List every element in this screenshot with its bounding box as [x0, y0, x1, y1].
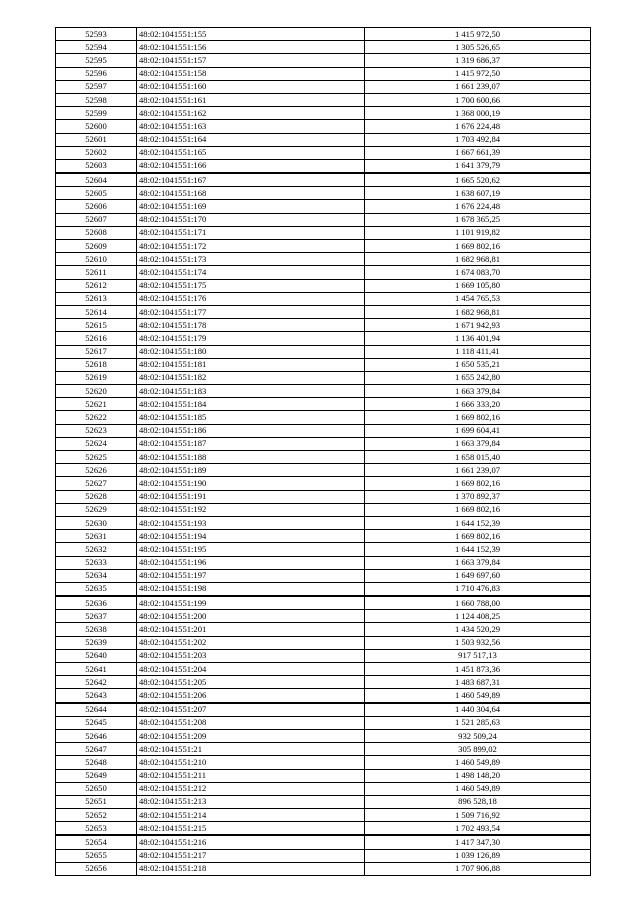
- table-row: [56, 398, 591, 411]
- row-number-cell: 52601: [56, 133, 137, 146]
- cadastral-value-cell: 1 669 802,16: [365, 503, 591, 516]
- cadastral-value-cell: 1 641 379,79: [365, 159, 591, 173]
- row-number-cell: 52624: [56, 437, 137, 450]
- cadastral-value-cell: 1 676 224,48: [365, 200, 591, 213]
- cadastral-number-cell: 48:02:1041551:166: [137, 159, 365, 173]
- cadastral-number-cell: 48:02:1041551:198: [137, 582, 365, 596]
- table-row: [56, 319, 591, 332]
- table-row: [56, 411, 591, 424]
- row-number-cell: 52629: [56, 503, 137, 516]
- cadastral-number-cell: 48:02:1041551:185: [137, 411, 365, 424]
- cadastral-value-cell: 1 682 968,81: [365, 253, 591, 266]
- table-row: [56, 676, 591, 689]
- table-row: [56, 729, 591, 742]
- cadastral-number-cell: 48:02:1041551:184: [137, 398, 365, 411]
- cadastral-number-cell: 48:02:1041551:189: [137, 464, 365, 477]
- cadastral-value-cell: 1 669 802,16: [365, 530, 591, 543]
- table-row: [56, 516, 591, 529]
- cadastral-number-cell: 48:02:1041551:204: [137, 663, 365, 676]
- cadastral-value-cell: 1 649 697,60: [365, 569, 591, 582]
- cadastral-number-cell: 48:02:1041551:162: [137, 107, 365, 120]
- cadastral-value-cell: 1 460 549,89: [365, 756, 591, 769]
- row-number-cell: 52602: [56, 146, 137, 159]
- cadastral-value-cell: 1 638 607,19: [365, 187, 591, 200]
- cadastral-value-cell: 1 415 972,50: [365, 67, 591, 80]
- cadastral-number-cell: 48:02:1041551:207: [137, 703, 365, 717]
- cadastral-number-cell: 48:02:1041551:173: [137, 253, 365, 266]
- cadastral-number-cell: 48:02:1041551:180: [137, 345, 365, 358]
- table-row: [56, 358, 591, 371]
- table-row: [56, 424, 591, 437]
- table-row: [56, 187, 591, 200]
- table-row: [56, 292, 591, 305]
- cadastral-value-cell: 1 370 892,37: [365, 490, 591, 503]
- cadastral-value-cell: 1 661 239,07: [365, 80, 591, 93]
- cadastral-number-cell: 48:02:1041551:194: [137, 530, 365, 543]
- row-number-cell: 52615: [56, 319, 137, 332]
- cadastral-number-cell: 48:02:1041551:187: [137, 437, 365, 450]
- row-number-cell: 52606: [56, 200, 137, 213]
- table-row: [56, 226, 591, 239]
- cadastral-number-cell: 48:02:1041551:218: [137, 862, 365, 875]
- cadastral-number-cell: 48:02:1041551:205: [137, 676, 365, 689]
- table-row: [56, 41, 591, 54]
- cadastral-value-cell: 1 503 932,56: [365, 636, 591, 649]
- row-number-cell: 52612: [56, 279, 137, 292]
- cadastral-number-cell: 48:02:1041551:182: [137, 371, 365, 384]
- cadastral-number-cell: 48:02:1041551:170: [137, 213, 365, 226]
- row-number-cell: 52640: [56, 649, 137, 662]
- cadastral-value-cell: 932 509,24: [365, 729, 591, 742]
- cadastral-number-cell: 48:02:1041551:165: [137, 146, 365, 159]
- row-number-cell: 52596: [56, 67, 137, 80]
- cadastral-number-cell: 48:02:1041551:215: [137, 822, 365, 836]
- cadastral-value-cell: 1 305 526,65: [365, 41, 591, 54]
- cadastral-value-cell: 1 707 906,88: [365, 862, 591, 875]
- cadastral-value-cell: 1 521 285,63: [365, 716, 591, 729]
- row-number-cell: 52613: [56, 292, 137, 305]
- row-number-cell: 52603: [56, 159, 137, 173]
- row-number-cell: 52618: [56, 358, 137, 371]
- table-row: [56, 332, 591, 345]
- table-row: [56, 279, 591, 292]
- cadastral-number-cell: 48:02:1041551:174: [137, 266, 365, 279]
- table-row: [56, 385, 591, 398]
- table-row: [56, 120, 591, 133]
- cadastral-number-cell: 48:02:1041551:214: [137, 809, 365, 822]
- cadastral-value-cell: 1 454 765,53: [365, 292, 591, 305]
- row-number-cell: 52622: [56, 411, 137, 424]
- table-row: [56, 503, 591, 516]
- row-number-cell: 52645: [56, 716, 137, 729]
- cadastral-value-cell: 1 667 661,39: [365, 146, 591, 159]
- cadastral-number-cell: 48:02:1041551:202: [137, 636, 365, 649]
- table-row: [56, 849, 591, 862]
- row-number-cell: 52632: [56, 543, 137, 556]
- cadastral-number-cell: 48:02:1041551:178: [137, 319, 365, 332]
- row-number-cell: 52619: [56, 371, 137, 384]
- cadastral-value-cell: 1 665 520,62: [365, 173, 591, 187]
- row-number-cell: 52631: [56, 530, 137, 543]
- row-number-cell: 52605: [56, 187, 137, 200]
- cadastral-value-cell: 1 702 493,54: [365, 822, 591, 836]
- cadastral-number-cell: 48:02:1041551:176: [137, 292, 365, 305]
- cadastral-value-cell: 1 460 549,89: [365, 689, 591, 703]
- row-number-cell: 52616: [56, 332, 137, 345]
- cadastral-value-cell: 1 460 549,89: [365, 782, 591, 795]
- table-row: [56, 782, 591, 795]
- cadastral-value-cell: 896 528,18: [365, 795, 591, 808]
- cadastral-value-cell: 1 682 968,81: [365, 305, 591, 318]
- table-row: [56, 28, 591, 41]
- cadastral-value-cell: 1 663 379,84: [365, 437, 591, 450]
- row-number-cell: 52600: [56, 120, 137, 133]
- table-row: [56, 80, 591, 93]
- cadastral-value-cell: 1 660 788,00: [365, 596, 591, 610]
- table-row: [56, 451, 591, 464]
- cadastral-number-cell: 48:02:1041551:211: [137, 769, 365, 782]
- table-row: [56, 107, 591, 120]
- cadastral-number-cell: 48:02:1041551:172: [137, 240, 365, 253]
- row-number-cell: 52637: [56, 610, 137, 623]
- cadastral-number-cell: 48:02:1041551:209: [137, 729, 365, 742]
- table-row: [56, 689, 591, 703]
- cadastral-value-cell: 1 644 152,39: [365, 516, 591, 529]
- cadastral-value-cell: 1 669 802,16: [365, 240, 591, 253]
- cadastral-number-cell: 48:02:1041551:164: [137, 133, 365, 146]
- row-number-cell: 52641: [56, 663, 137, 676]
- cadastral-number-cell: 48:02:1041551:169: [137, 200, 365, 213]
- row-number-cell: 52656: [56, 862, 137, 875]
- cadastral-value-cell: 1 124 408,25: [365, 610, 591, 623]
- row-number-cell: 52644: [56, 703, 137, 717]
- row-number-cell: 52611: [56, 266, 137, 279]
- cadastral-number-cell: 48:02:1041551:171: [137, 226, 365, 239]
- row-number-cell: 52595: [56, 54, 137, 67]
- row-number-cell: 52651: [56, 795, 137, 808]
- table-row: [56, 213, 591, 226]
- cadastral-value-cell: 1 101 919,82: [365, 226, 591, 239]
- row-number-cell: 52621: [56, 398, 137, 411]
- cadastral-number-cell: 48:02:1041551:208: [137, 716, 365, 729]
- table-row: [56, 437, 591, 450]
- table-row: [56, 477, 591, 490]
- cadastral-value-cell: 1 434 520,29: [365, 623, 591, 636]
- cadastral-value-cell: 1 700 600,66: [365, 93, 591, 106]
- row-number-cell: 52647: [56, 743, 137, 756]
- table-row: [56, 67, 591, 80]
- cadastral-number-cell: 48:02:1041551:213: [137, 795, 365, 808]
- cadastral-number-cell: 48:02:1041551:175: [137, 279, 365, 292]
- cadastral-value-cell: 1 417 347,30: [365, 835, 591, 849]
- cadastral-number-cell: 48:02:1041551:200: [137, 610, 365, 623]
- row-number-cell: 52655: [56, 849, 137, 862]
- cadastral-value-cell: 1 655 242,80: [365, 371, 591, 384]
- row-number-cell: 52614: [56, 305, 137, 318]
- table-row: [56, 530, 591, 543]
- row-number-cell: 52604: [56, 173, 137, 187]
- table-row: [56, 159, 591, 173]
- row-number-cell: 52633: [56, 556, 137, 569]
- cadastral-number-cell: 48:02:1041551:217: [137, 849, 365, 862]
- cadastral-number-cell: 48:02:1041551:197: [137, 569, 365, 582]
- cadastral-value-cell: 1 669 802,16: [365, 411, 591, 424]
- row-number-cell: 52609: [56, 240, 137, 253]
- row-number-cell: 52630: [56, 516, 137, 529]
- row-number-cell: 52597: [56, 80, 137, 93]
- row-number-cell: 52608: [56, 226, 137, 239]
- table-row: [56, 743, 591, 756]
- row-number-cell: 52610: [56, 253, 137, 266]
- row-number-cell: 52635: [56, 582, 137, 596]
- cadastral-value-cell: 1 415 972,50: [365, 28, 591, 41]
- cadastral-number-cell: 48:02:1041551:206: [137, 689, 365, 703]
- cadastral-value-table: [55, 27, 591, 876]
- cadastral-number-cell: 48:02:1041551:160: [137, 80, 365, 93]
- cadastral-number-cell: 48:02:1041551:158: [137, 67, 365, 80]
- cadastral-value-cell: 1 678 365,25: [365, 213, 591, 226]
- table-row: [56, 464, 591, 477]
- table-row: [56, 649, 591, 662]
- row-number-cell: 52654: [56, 835, 137, 849]
- table-row: [56, 253, 591, 266]
- row-number-cell: 52620: [56, 385, 137, 398]
- row-number-cell: 52653: [56, 822, 137, 836]
- cadastral-number-cell: 48:02:1041551:21: [137, 743, 365, 756]
- cadastral-value-cell: 1 669 105,80: [365, 279, 591, 292]
- cadastral-value-cell: 1 451 873,36: [365, 663, 591, 676]
- table-row: [56, 582, 591, 596]
- table-row: [56, 345, 591, 358]
- table-row: [56, 93, 591, 106]
- cadastral-number-cell: 48:02:1041551:156: [137, 41, 365, 54]
- cadastral-number-cell: 48:02:1041551:203: [137, 649, 365, 662]
- cadastral-value-cell: 1 699 604,41: [365, 424, 591, 437]
- row-number-cell: 52627: [56, 477, 137, 490]
- table-row: [56, 266, 591, 279]
- row-number-cell: 52649: [56, 769, 137, 782]
- table-row: [56, 240, 591, 253]
- cadastral-number-cell: 48:02:1041551:155: [137, 28, 365, 41]
- cadastral-number-cell: 48:02:1041551:193: [137, 516, 365, 529]
- cadastral-value-cell: 1 509 716,92: [365, 809, 591, 822]
- table-row: [56, 809, 591, 822]
- table-row: [56, 490, 591, 503]
- cadastral-value-cell: 1 674 083,70: [365, 266, 591, 279]
- row-number-cell: 52617: [56, 345, 137, 358]
- cadastral-value-cell: 1 644 152,39: [365, 543, 591, 556]
- table-row: [56, 835, 591, 849]
- cadastral-number-cell: 48:02:1041551:210: [137, 756, 365, 769]
- cadastral-number-cell: 48:02:1041551:183: [137, 385, 365, 398]
- table-row: [56, 795, 591, 808]
- cadastral-value-cell: 305 899,02: [365, 743, 591, 756]
- table-row: [56, 173, 591, 187]
- row-number-cell: 52642: [56, 676, 137, 689]
- row-number-cell: 52599: [56, 107, 137, 120]
- table-row: [56, 543, 591, 556]
- table-row: [56, 305, 591, 318]
- row-number-cell: 52636: [56, 596, 137, 610]
- cadastral-value-cell: 1 710 476,83: [365, 582, 591, 596]
- row-number-cell: 52593: [56, 28, 137, 41]
- table-row: [56, 54, 591, 67]
- row-number-cell: 52646: [56, 729, 137, 742]
- cadastral-value-cell: 1 650 535,21: [365, 358, 591, 371]
- cadastral-number-cell: 48:02:1041551:196: [137, 556, 365, 569]
- table-row: [56, 146, 591, 159]
- cadastral-number-cell: 48:02:1041551:201: [137, 623, 365, 636]
- table-row: [56, 716, 591, 729]
- table-row: [56, 769, 591, 782]
- cadastral-value-cell: 1 661 239,07: [365, 464, 591, 477]
- cadastral-value-cell: 1 039 126,89: [365, 849, 591, 862]
- row-number-cell: 52638: [56, 623, 137, 636]
- cadastral-value-cell: 917 517,13: [365, 649, 591, 662]
- row-number-cell: 52625: [56, 451, 137, 464]
- cadastral-value-cell: 1 666 333,20: [365, 398, 591, 411]
- row-number-cell: 52594: [56, 41, 137, 54]
- cadastral-value-cell: 1 319 686,37: [365, 54, 591, 67]
- table-row: [56, 133, 591, 146]
- cadastral-number-cell: 48:02:1041551:190: [137, 477, 365, 490]
- cadastral-number-cell: 48:02:1041551:177: [137, 305, 365, 318]
- cadastral-number-cell: 48:02:1041551:192: [137, 503, 365, 516]
- table-row: [56, 822, 591, 836]
- row-number-cell: 52623: [56, 424, 137, 437]
- row-number-cell: 52639: [56, 636, 137, 649]
- cadastral-number-cell: 48:02:1041551:188: [137, 451, 365, 464]
- cadastral-value-cell: 1 368 000,19: [365, 107, 591, 120]
- row-number-cell: 52628: [56, 490, 137, 503]
- table-row: [56, 556, 591, 569]
- cadastral-value-cell: 1 136 401,94: [365, 332, 591, 345]
- row-number-cell: 52598: [56, 93, 137, 106]
- cadastral-number-cell: 48:02:1041551:199: [137, 596, 365, 610]
- row-number-cell: 52607: [56, 213, 137, 226]
- cadastral-value-cell: 1 658 015,40: [365, 451, 591, 464]
- cadastral-value-cell: 1 671 942,93: [365, 319, 591, 332]
- cadastral-number-cell: 48:02:1041551:179: [137, 332, 365, 345]
- cadastral-value-cell: 1 669 802,16: [365, 477, 591, 490]
- table-row: [56, 663, 591, 676]
- cadastral-number-cell: 48:02:1041551:168: [137, 187, 365, 200]
- cadastral-value-cell: 1 498 148,20: [365, 769, 591, 782]
- cadastral-value-cell: 1 663 379,84: [365, 385, 591, 398]
- cadastral-number-cell: 48:02:1041551:157: [137, 54, 365, 67]
- table-row: [56, 610, 591, 623]
- cadastral-value-cell: 1 676 224,48: [365, 120, 591, 133]
- row-number-cell: 52650: [56, 782, 137, 795]
- table-row: [56, 569, 591, 582]
- cadastral-number-cell: 48:02:1041551:216: [137, 835, 365, 849]
- cadastral-value-cell: 1 663 379,84: [365, 556, 591, 569]
- cadastral-number-cell: 48:02:1041551:181: [137, 358, 365, 371]
- table-body: [56, 28, 591, 876]
- table-row: [56, 636, 591, 649]
- cadastral-value-cell: 1 483 687,31: [365, 676, 591, 689]
- row-number-cell: 52634: [56, 569, 137, 582]
- cadastral-value-cell: 1 703 492,84: [365, 133, 591, 146]
- cadastral-number-cell: 48:02:1041551:191: [137, 490, 365, 503]
- row-number-cell: 52626: [56, 464, 137, 477]
- cadastral-number-cell: 48:02:1041551:161: [137, 93, 365, 106]
- cadastral-value-cell: 1 440 304,64: [365, 703, 591, 717]
- table-row: [56, 371, 591, 384]
- table-row: [56, 862, 591, 875]
- cadastral-number-cell: 48:02:1041551:212: [137, 782, 365, 795]
- row-number-cell: 52652: [56, 809, 137, 822]
- cadastral-number-cell: 48:02:1041551:163: [137, 120, 365, 133]
- table-row: [56, 596, 591, 610]
- table-row: [56, 756, 591, 769]
- cadastral-value-cell: 1 118 411,41: [365, 345, 591, 358]
- table-row: [56, 703, 591, 717]
- row-number-cell: 52643: [56, 689, 137, 703]
- row-number-cell: 52648: [56, 756, 137, 769]
- cadastral-number-cell: 48:02:1041551:186: [137, 424, 365, 437]
- cadastral-number-cell: 48:02:1041551:195: [137, 543, 365, 556]
- table-row: [56, 200, 591, 213]
- cadastral-number-cell: 48:02:1041551:167: [137, 173, 365, 187]
- table-row: [56, 623, 591, 636]
